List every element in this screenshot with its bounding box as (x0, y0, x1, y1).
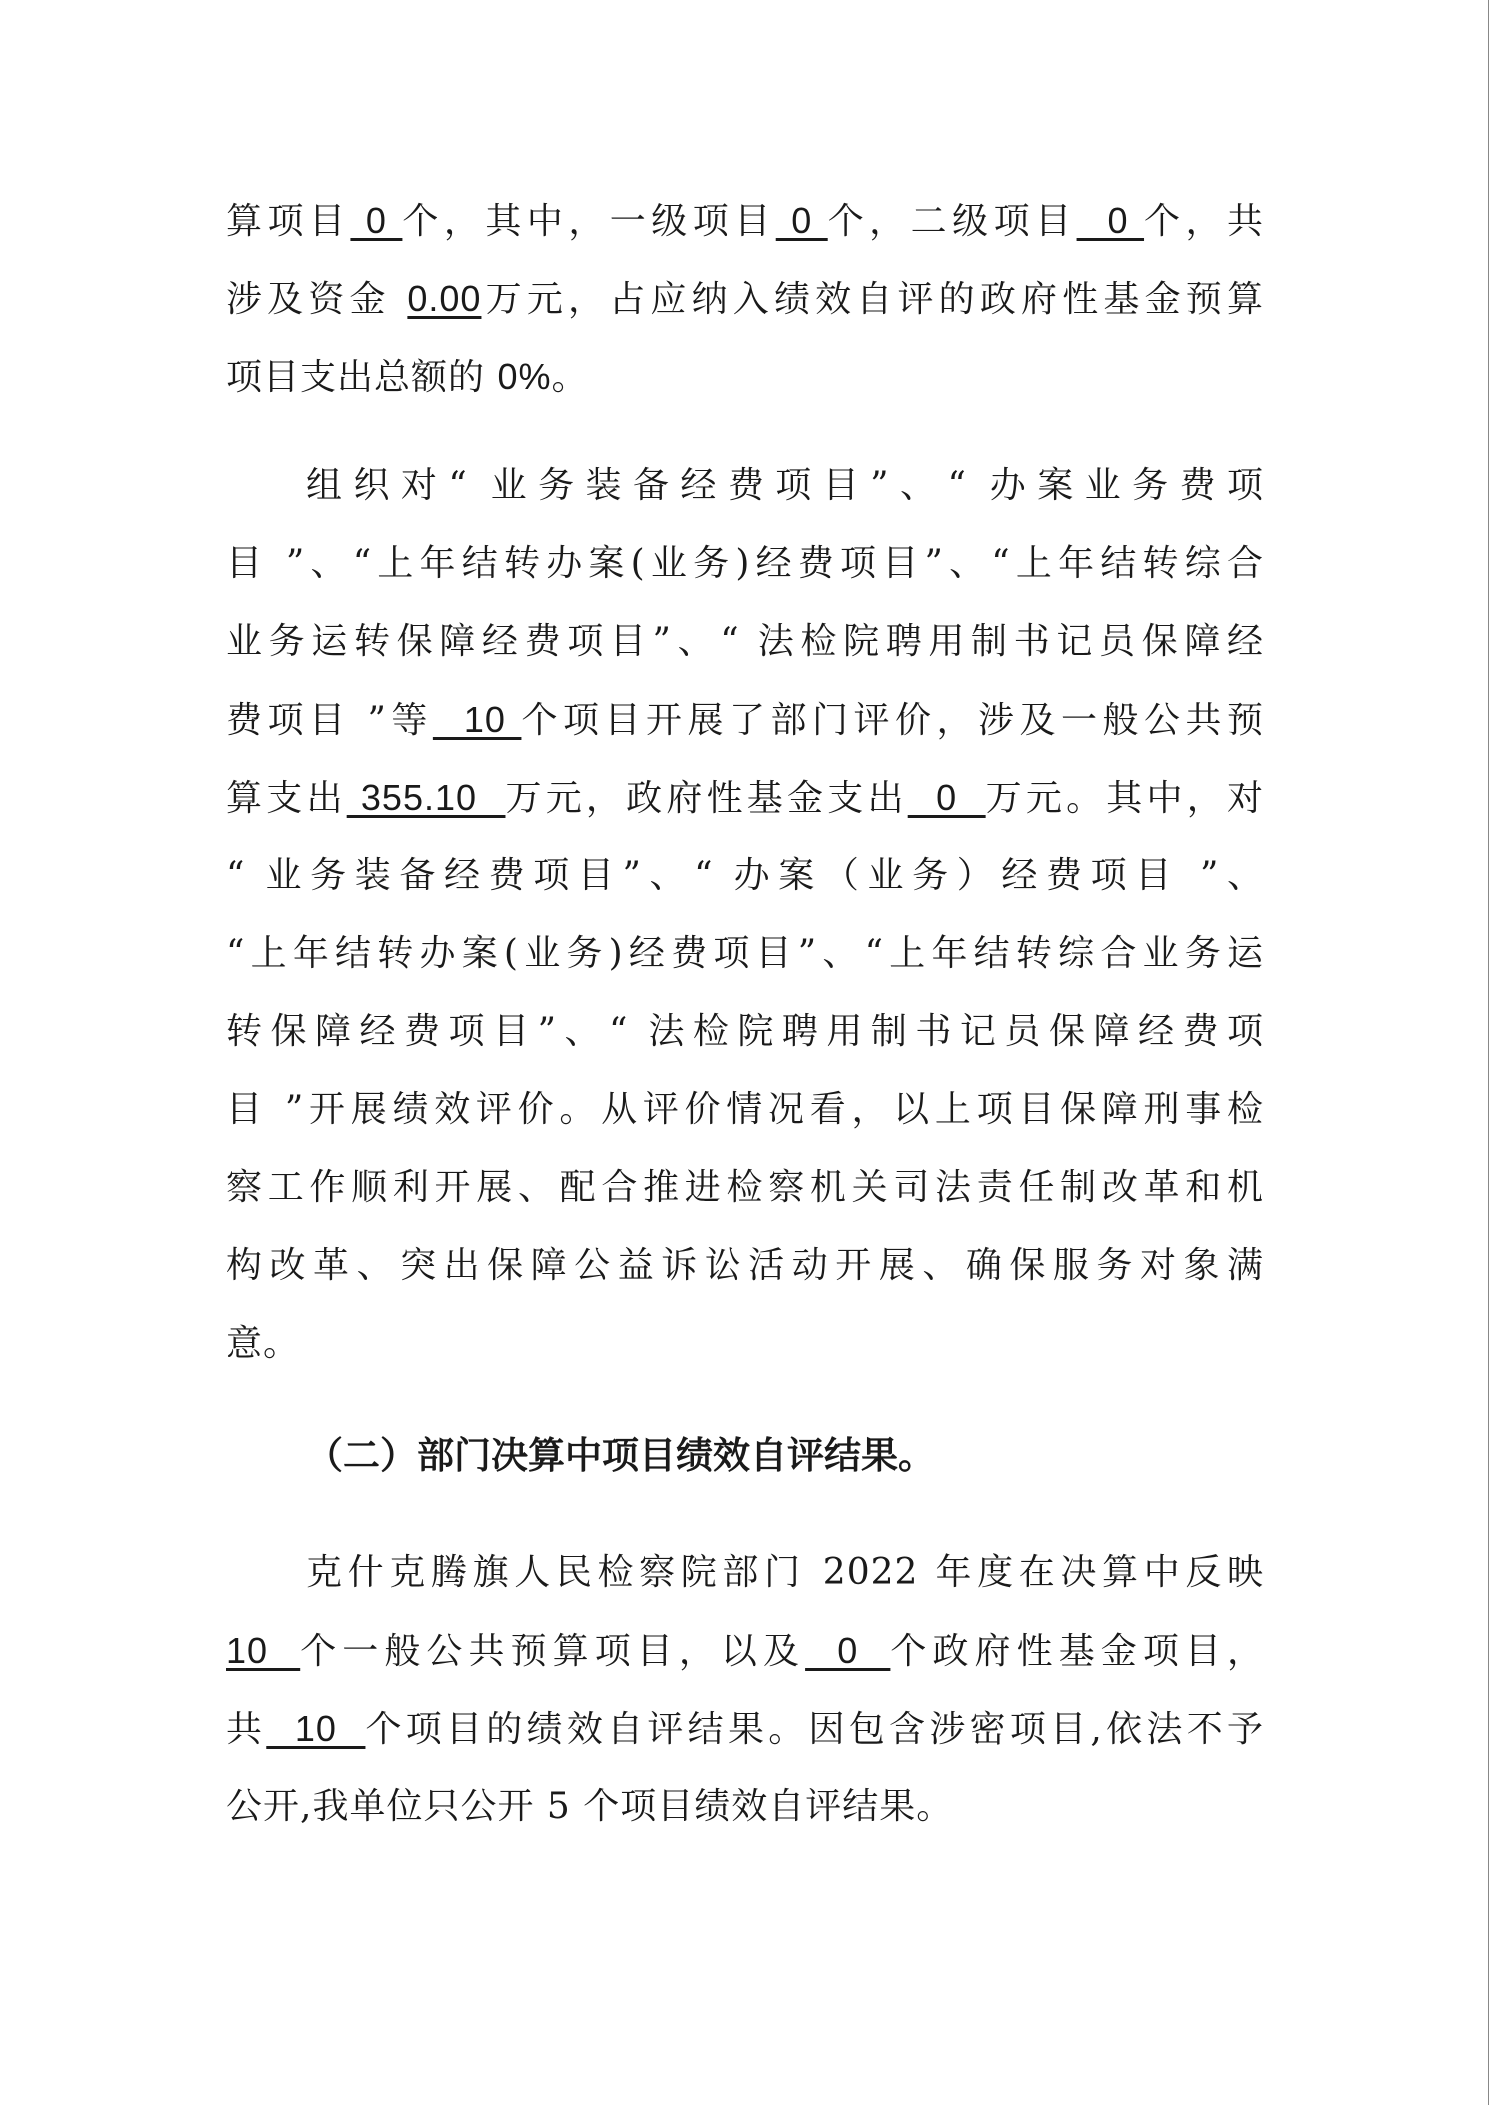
p2-line-8: 转保障经费项目”、“ 法检院聘用制书记员保障经费项 (226, 1011, 1264, 1052)
underlined-value: 10 (226, 1630, 301, 1671)
underlined-value: 0 (805, 1630, 891, 1671)
p2-line-3: 业务运转保障经费项目”、“ 法检院聘用制书记员保障经 (226, 621, 1264, 662)
text: 万元。其中，对 (985, 778, 1264, 819)
text: 个一般公共预算项目，以及 (300, 1631, 806, 1672)
text: 算项目 (226, 201, 351, 242)
p2-line-6: “ 业务装备经费项目”、“ 办案（业务）经费项目 ”、 (226, 855, 1264, 896)
p2-line-5 (226, 768, 1264, 828)
p3-line-4: 公开,我单位只公开 5 个项目绩效自评结果。 (226, 1786, 954, 1827)
p2-line-10: 察工作顺利开展、配合推进检察机关司法责任制改革和机 (226, 1167, 1264, 1208)
p2-line-7: “上年结转办案(业务)经费项目”、“上年结转综合业务运 (226, 933, 1264, 974)
text: 个项目开展了部门评价，涉及一般公共预 (521, 700, 1264, 741)
underlined-value: 0 (350, 200, 403, 241)
section-heading: （二）部门决算中项目绩效自评结果。 (306, 1434, 935, 1477)
text: 项目支出总额的 (226, 357, 498, 398)
text: 万元，政府性基金支出 (505, 778, 908, 819)
text: 个，其中，一级项目 (402, 201, 776, 242)
text: 费项目 ”等 (226, 700, 433, 741)
p3-line-2 (226, 1621, 1264, 1681)
text: 万元，占应纳入绩效自评的政府性基金预算 (481, 279, 1264, 320)
p2-line-12: 意。 (226, 1323, 301, 1364)
percent-value: 0% (497, 356, 552, 397)
text: 涉及资金 (226, 279, 408, 320)
p1-line-3 (226, 347, 1264, 407)
p3-line-3 (226, 1699, 1264, 1759)
underlined-value: 355.10 (346, 777, 506, 818)
text: 个政府性基金项目， (890, 1631, 1264, 1672)
p2-line-1: 组织对“ 业务装备经费项目”、“ 办案业务费项 (306, 465, 1264, 506)
text: 个项目的绩效自评结果。因包含涉密项目,依法不予 (365, 1709, 1264, 1750)
text: 个，共 (1144, 201, 1264, 242)
text: 共 (226, 1709, 267, 1750)
text: 算支出 (226, 778, 347, 819)
underlined-value: 10 (432, 699, 522, 740)
underlined-value: 0 (907, 777, 986, 818)
p2-line-11: 构改革、突出保障公益诉讼活动开展、确保服务对象满 (226, 1245, 1264, 1286)
underlined-value: 0.00 (407, 278, 482, 319)
p1-line-1 (226, 191, 1264, 251)
text: 个，二级项目 (827, 201, 1077, 242)
underlined-value: 10 (266, 1708, 366, 1749)
p2-line-2: 目 ”、“上年结转办案(业务)经费项目”、“上年结转综合 (226, 543, 1264, 584)
underlined-value: 0 (775, 200, 828, 241)
p1-line-2 (226, 269, 1264, 329)
p2-line-9: 目 ”开展绩效评价。从评价情况看，以上项目保障刑事检 (226, 1089, 1264, 1130)
p2-line-4 (226, 690, 1264, 750)
p3-line-1: 克什克腾旗人民检察院部门 2022 年度在决算中反映 (306, 1552, 1264, 1593)
underlined-value: 0 (1076, 200, 1145, 241)
text: 。 (551, 357, 589, 398)
